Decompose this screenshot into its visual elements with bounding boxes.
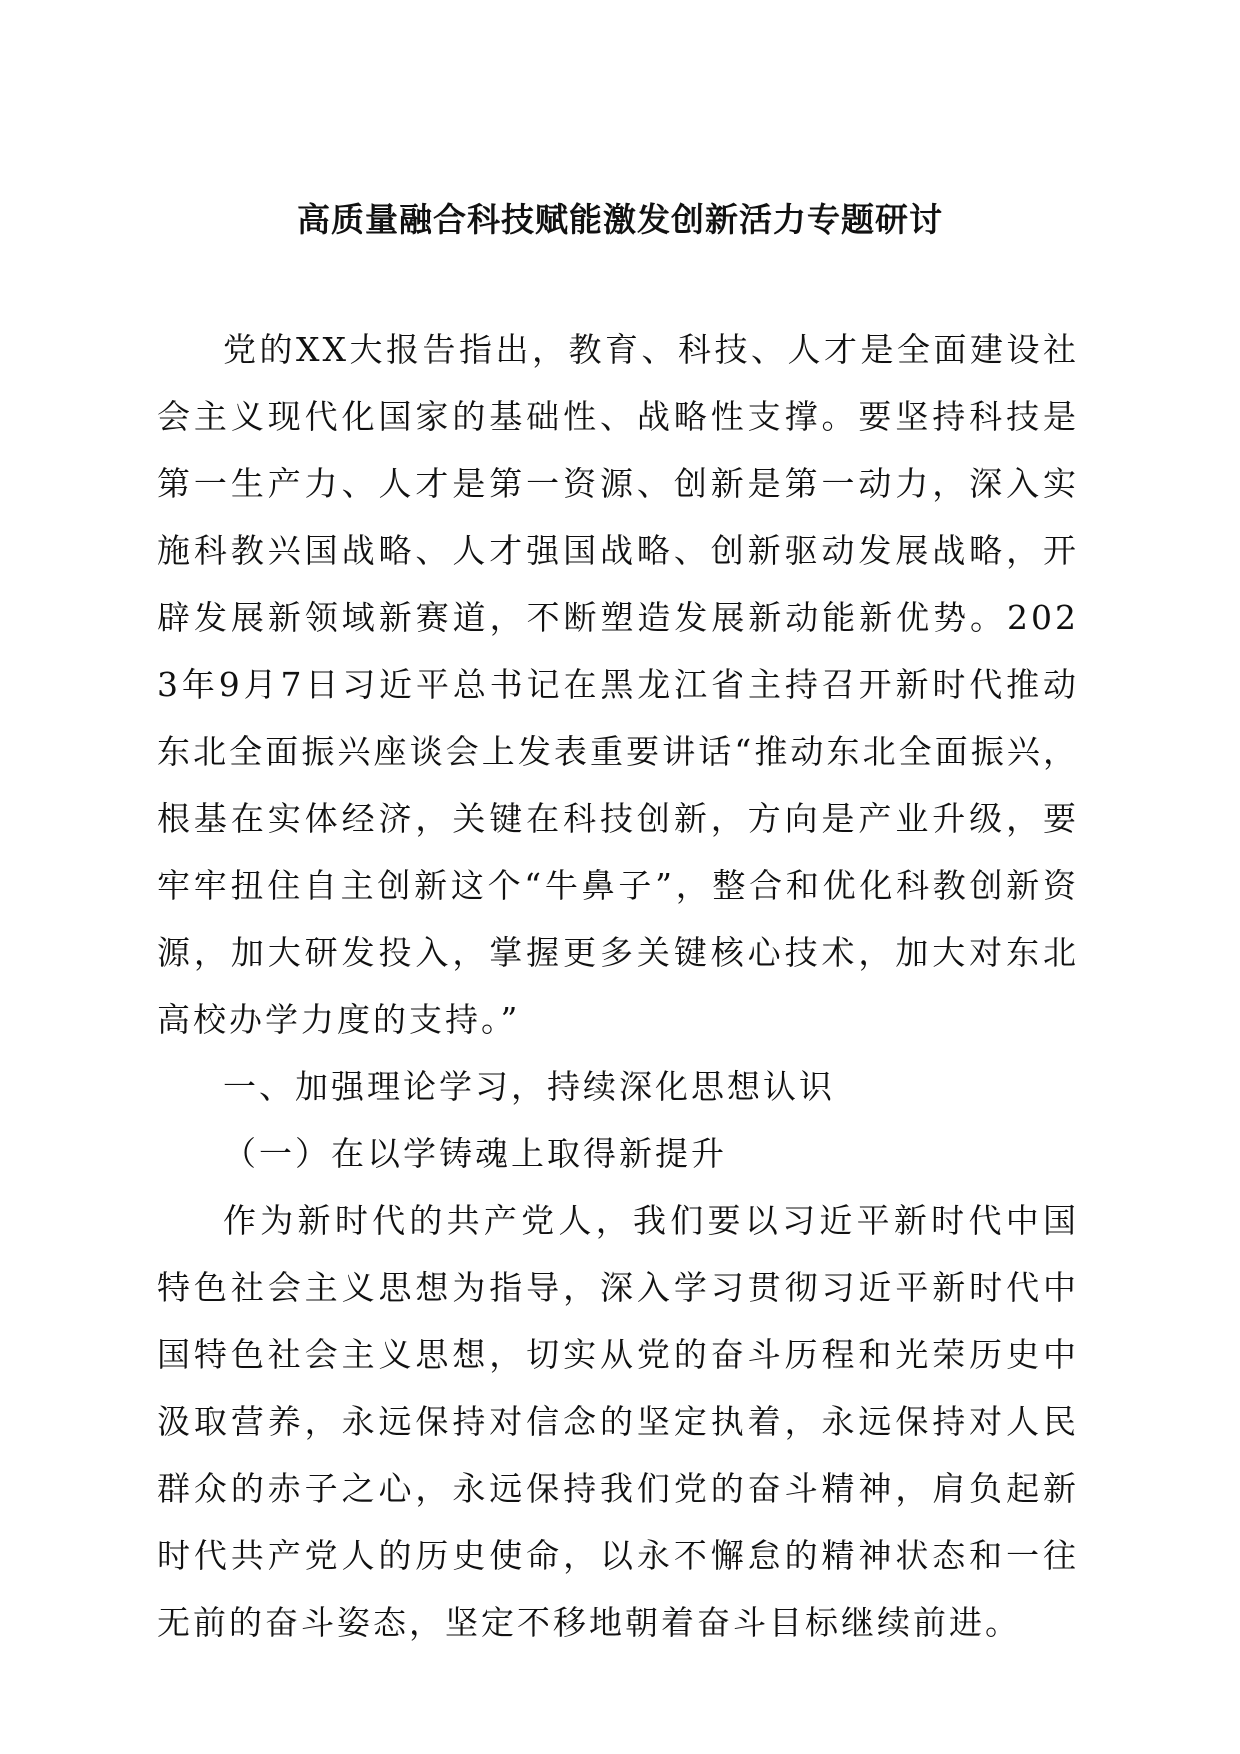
section-heading: 一、加强理论学习，持续深化思想认识 (223, 1067, 835, 1106)
paragraph-body: 作为新时代的共产党人，我们要以习近平新时代中国特色社会主义思想为指导，深入学习贯彻习近平新时代中国特色社会主义思想，切实从党的奋斗历程和光荣历史中汲取营养，永远保持对信念的坚定执着，永远保持对人民群众的赤子之心，永远保持我们党的奋斗精神，肩负起新时代共产党人的历史使命，以永不懈怠的精神状态和一往无前的奋斗姿态，坚定不移地朝着奋斗目标继续前进。 (157, 1201, 1079, 1642)
document-body (157, 316, 1079, 1656)
subsection-heading: （一）在以学铸魂上取得新提升 (223, 1134, 727, 1173)
paragraph-intro: 党的XX大报告指出，教育、科技、人才是全面建设社会主义现代化国家的基础性、战略性支撑。要坚持科技是第一生产力、人才是第一资源、创新是第一动力，深入实施科教兴国战略、人才强国战略、创新驱动发展战略，开辟发展新领域新赛道，不断塑造发展新动能新优势。2023年9月7日习近平总书记在黑龙江省主持召开新时代推动东北全面振兴座谈会上发表重要讲话“推动东北全面振兴，根基在实体经济，关键在科技创新，方向是产业升级，要牢牢扭住自主创新这个“牛鼻子”，整合和优化科教创新资源，加大研发投入，掌握更多关键核心技术，加大对东北高校办学力度的支持。” (157, 330, 1079, 1039)
document-title: 高质量融合科技赋能激发创新活力专题研讨 (297, 200, 943, 239)
